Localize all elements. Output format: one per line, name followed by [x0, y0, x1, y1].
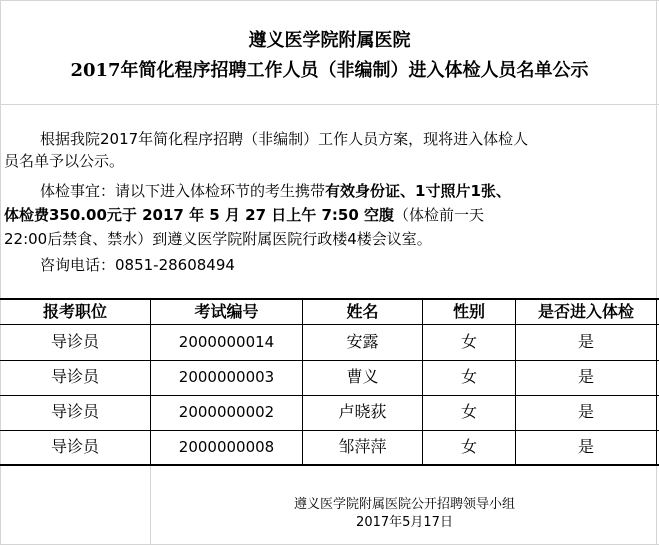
- table-cell-name: 安露: [346, 332, 379, 351]
- col-header-position: 报考职位: [42, 302, 107, 321]
- table-cell-gender: 女: [460, 437, 477, 456]
- hospital-name: 遵义医学院附属医院: [248, 30, 411, 51]
- table-cell-position: 导诊员: [50, 437, 99, 456]
- table-cell-exam-status: 是: [577, 332, 594, 351]
- table-cell-exam-status: 是: [577, 367, 594, 386]
- table-cell-exam-status: 是: [577, 437, 594, 456]
- grid-line-header-bottom: [0, 104, 659, 105]
- exam-tail-text: （体检前一天: [394, 206, 485, 224]
- exam-lead-text: 体检事宜：请以下进入体检环节的考生携带: [40, 182, 326, 200]
- exam-requirements-2: 体检费350.00元于 2017 年 5 月 27 日上午 7:50 空腹: [4, 206, 395, 224]
- col-header-name: 姓名: [346, 302, 379, 321]
- table-cell-name: 卢晓荻: [338, 402, 387, 421]
- col-header-exam-id: 考试编号: [194, 302, 259, 321]
- table-cell-exam-id: 2000000014: [178, 333, 275, 351]
- notice-line-2: 员名单予以公示。: [4, 152, 125, 170]
- table-cell-position: 导诊员: [50, 332, 99, 351]
- table-border-row-3: [0, 430, 659, 431]
- table-cell-name: 邹萍萍: [338, 437, 387, 456]
- table-cell-gender: 女: [460, 332, 477, 351]
- table-cell-position: 导诊员: [50, 367, 99, 386]
- table-cell-gender: 女: [460, 367, 477, 386]
- table-cell-exam-id: 2000000002: [178, 403, 275, 421]
- grid-line-top: [0, 0, 659, 1]
- col-header-gender: 性别: [452, 302, 485, 321]
- page-title: 2017年简化程序招聘工作人员（非编制）进入体检人员名单公示: [70, 60, 589, 81]
- notice-line-3: [4, 180, 656, 202]
- table-border-row-1: [0, 360, 659, 361]
- table-cell-gender: 女: [460, 402, 477, 421]
- notice-line-1: 根据我院2017年简化程序招聘（非编制）工作人员方案，现将进入体检人: [40, 130, 529, 148]
- contact-phone: 咨询电话：0851-28608494: [40, 256, 235, 274]
- table-border-row-2: [0, 395, 659, 396]
- notice-line-4: [4, 204, 656, 226]
- notice-line-5: 22:00后禁食、禁水）到遵义医学院附属医院行政楼4楼会议室。: [4, 230, 432, 248]
- table-cell-exam-status: 是: [577, 402, 594, 421]
- table-cell-name: 曹义: [346, 367, 379, 386]
- table-cell-position: 导诊员: [50, 402, 99, 421]
- table-border-bottom: [0, 464, 659, 466]
- exam-requirements-1: 有效身份证、1寸照片1张、: [325, 182, 511, 200]
- table-border-top: [0, 298, 659, 300]
- table-cell-exam-id: 2000000003: [178, 368, 275, 386]
- col-header-exam-status: 是否进入体检: [537, 302, 634, 321]
- table-cell-exam-id: 2000000008: [178, 438, 275, 456]
- footer-date: 2017年5月17日: [356, 515, 453, 530]
- table-border-header: [0, 324, 659, 325]
- footer-org: 遵义医学院附属医院公开招聘领导小组: [293, 497, 515, 512]
- table-col-divider-right: [656, 298, 657, 466]
